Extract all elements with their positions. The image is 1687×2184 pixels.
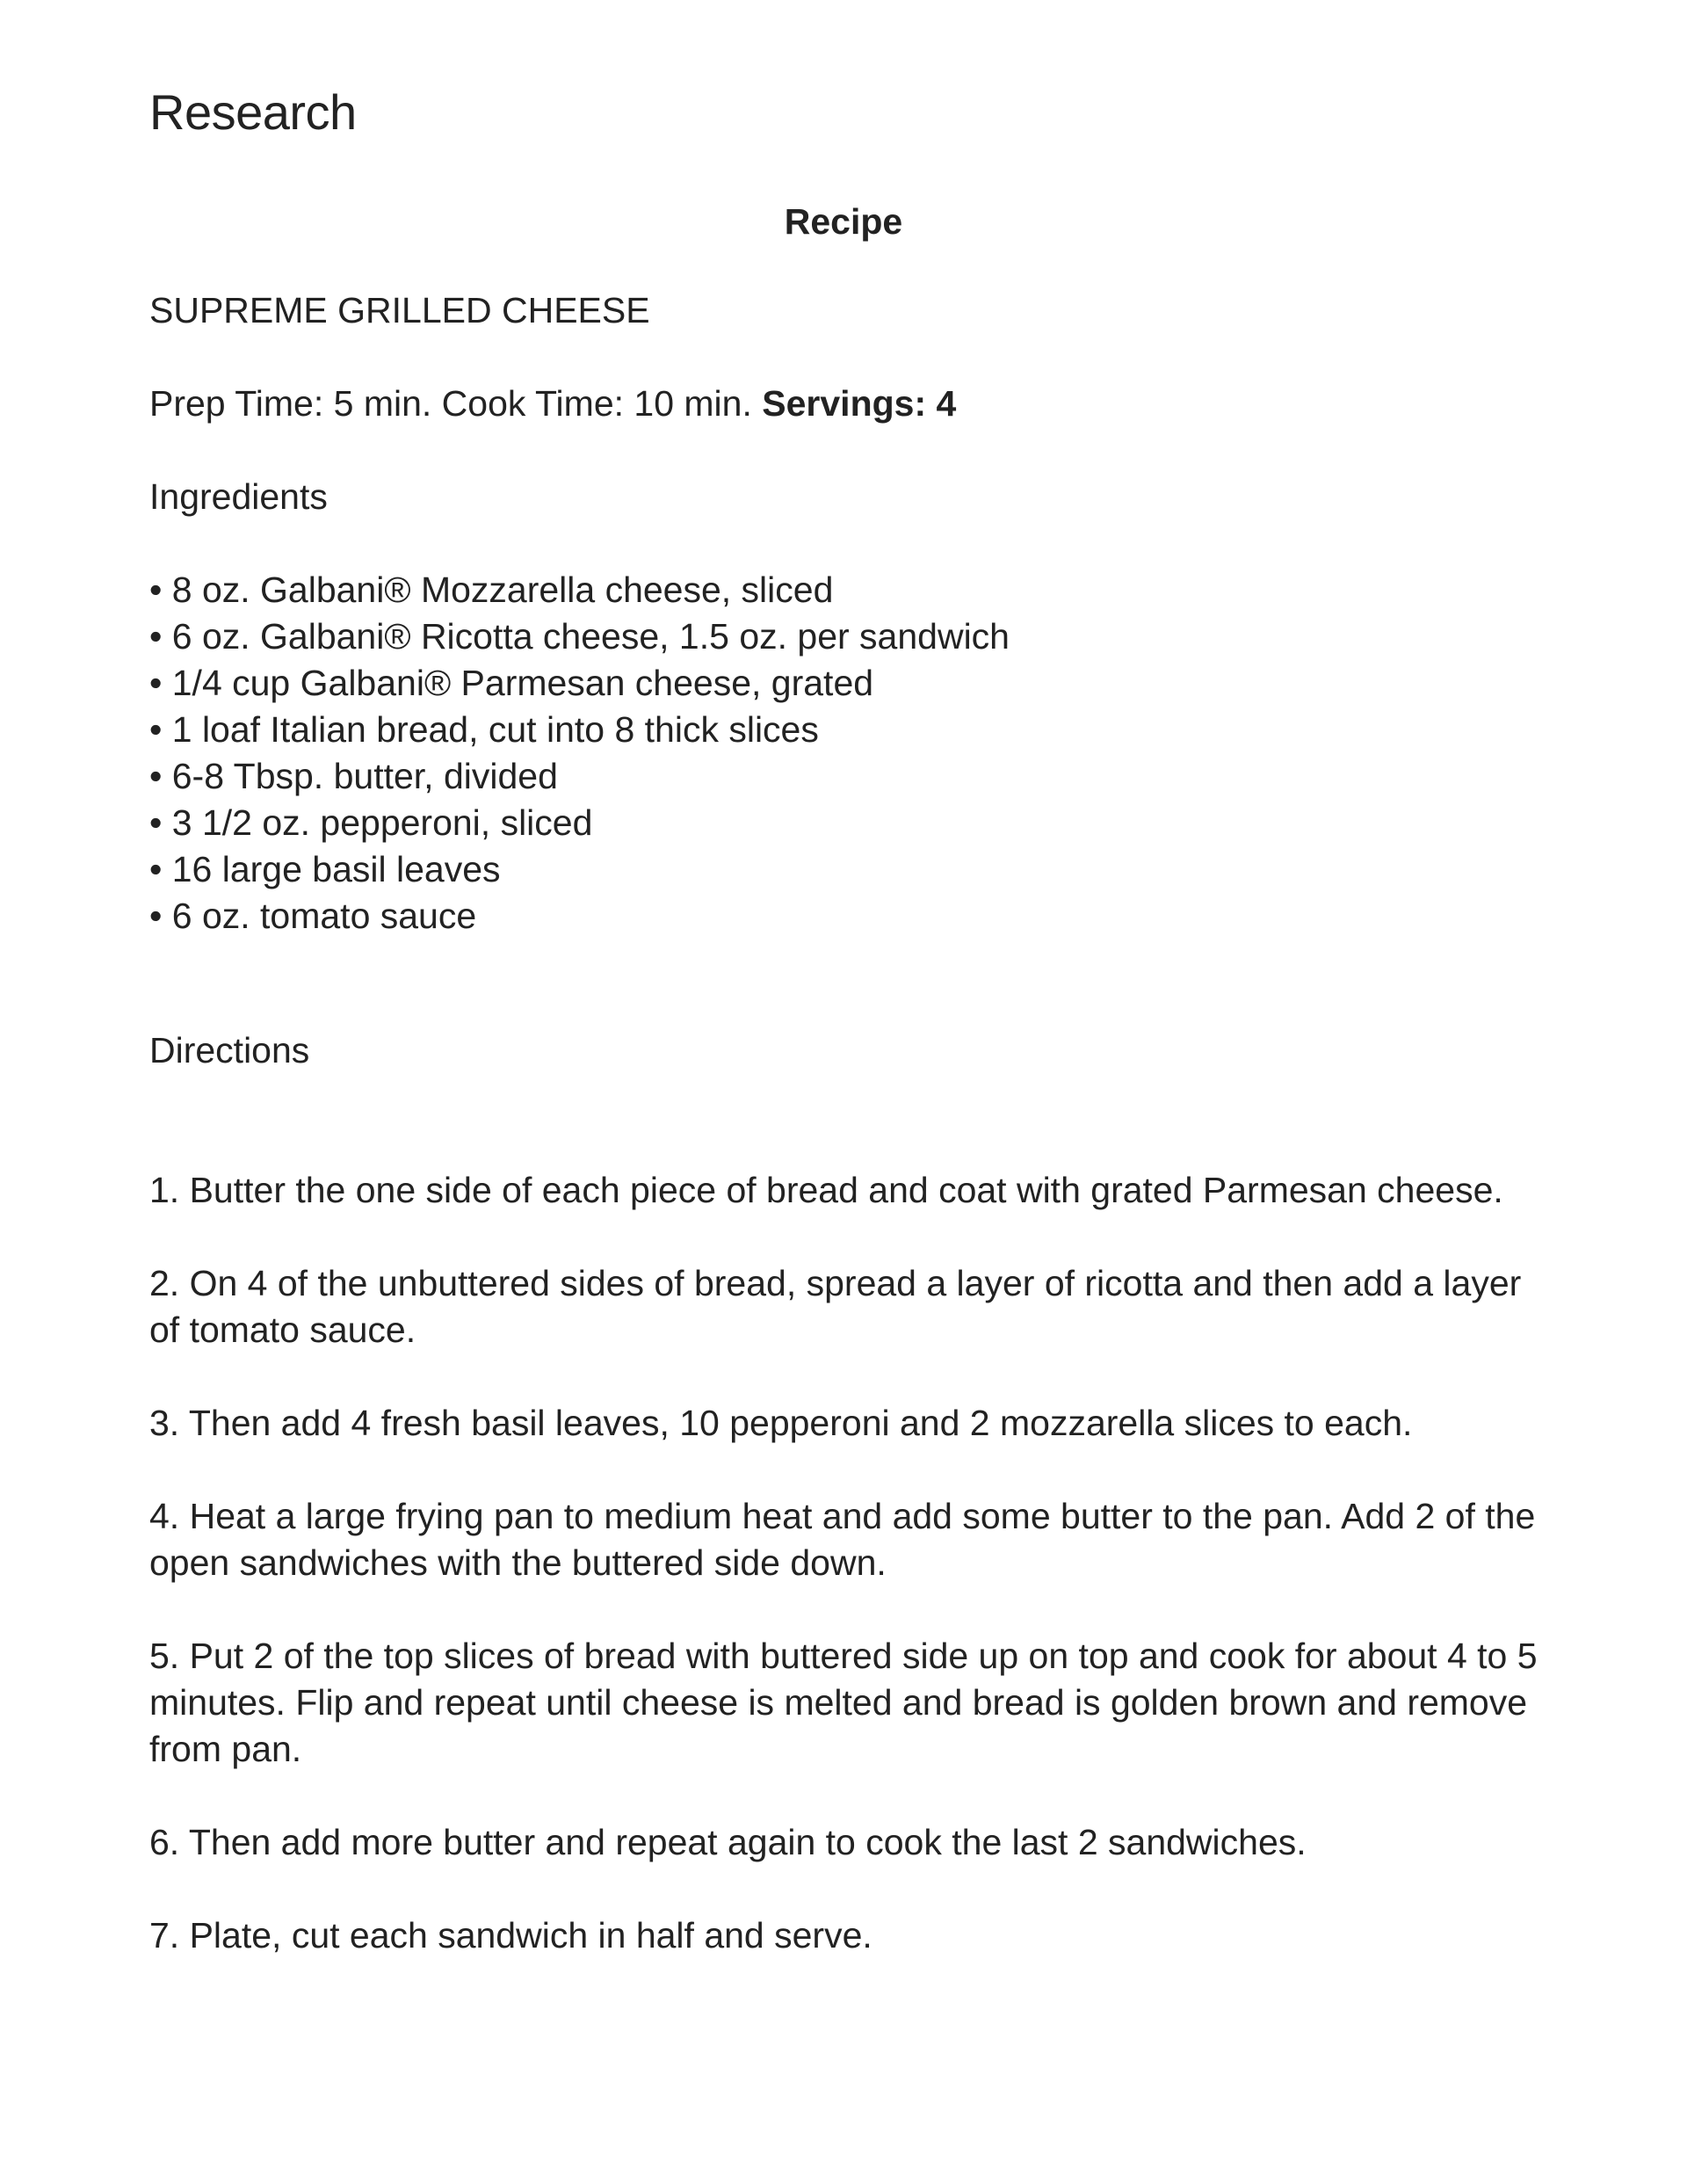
document-page (149, 79, 1538, 1955)
direction-step: 1. Butter the one side of each piece of bread and coat with grated Parmesan cheese. (149, 1170, 1503, 1210)
ingredients-heading: Ingredients (149, 476, 328, 517)
prep-cook-time: Prep Time: 5 min. Cook Time: 10 min. (149, 383, 752, 424)
directions-heading: Directions (149, 1030, 310, 1070)
direction-step: 4. Heat a large frying pan to medium heat and add some butter to the pan. Add 2 of the open sandwiches with the buttered side down. (149, 1496, 1536, 1583)
ingredient-item: • 6 oz. Galbani® Ricotta cheese, 1.5 oz. per sandwich (149, 616, 1010, 657)
directions-list (149, 1167, 1538, 2006)
recipe-name: SUPREME GRILLED CHEESE (149, 290, 650, 330)
ingredient-item: • 1/4 cup Galbani® Parmesan cheese, grated (149, 663, 874, 703)
direction-step: 6. Then add more butter and repeat again to cook the last 2 sandwiches. (149, 1822, 1307, 1862)
ingredient-item: • 6 oz. tomato sauce (149, 896, 477, 936)
ingredient-item: • 16 large basil leaves (149, 849, 501, 889)
direction-step: 5. Put 2 of the top slices of bread with buttered side up on top and cook for about 4 to 5 minutes. Flip and repeat until cheese is melted and bread is golden brown and remove from pan. (149, 1636, 1538, 1769)
recipe-times (149, 381, 1538, 427)
direction-step: 2. On 4 of the unbuttered sides of bread, spread a layer of ricotta and then add a layer of tomato sauce. (149, 1263, 1522, 1350)
ingredient-item: • 1 loaf Italian bread, cut into 8 thick slices (149, 709, 819, 750)
section-heading: Research (149, 84, 357, 140)
document-title: Recipe (784, 201, 903, 242)
direction-step: 7. Plate, cut each sandwich in half and serve. (149, 1915, 872, 1955)
ingredient-item: • 6-8 Tbsp. butter, divided (149, 756, 558, 796)
ingredients-list (149, 567, 1538, 940)
ingredient-item: • 3 1/2 oz. pepperoni, sliced (149, 802, 593, 843)
direction-step: 3. Then add 4 fresh basil leaves, 10 pepperoni and 2 mozzarella slices to each. (149, 1403, 1413, 1443)
servings: Servings: 4 (762, 383, 957, 424)
ingredient-item: • 8 oz. Galbani® Mozzarella cheese, sliced (149, 570, 834, 610)
